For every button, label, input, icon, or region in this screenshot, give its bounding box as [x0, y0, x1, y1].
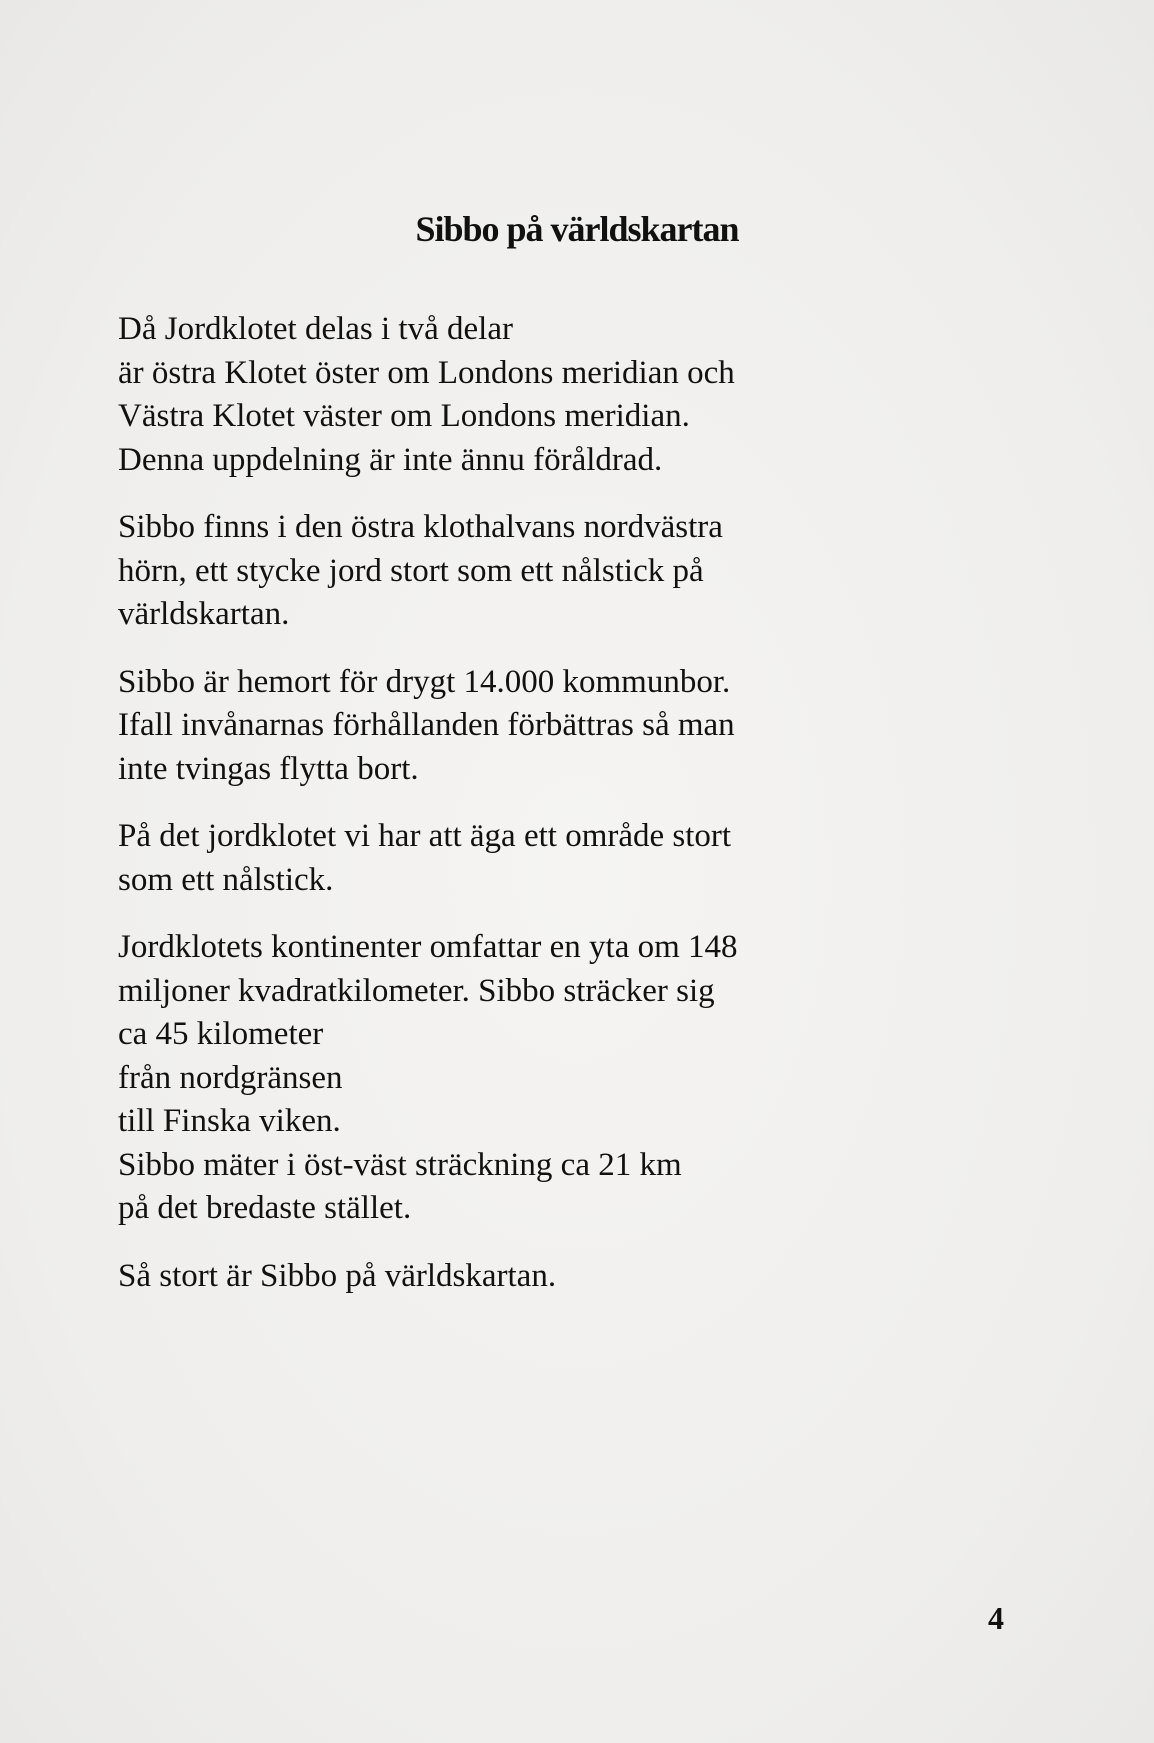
- poem-line: Denna uppdelning är inte ännu föråldrad.: [118, 441, 663, 478]
- poem-line: Sibbo finns i den östra klothalvans nordvästra: [118, 509, 723, 545]
- stanza-2: [118, 506, 1018, 637]
- poem-line: Sibbo mäter i öst-väst sträckning ca 21 km: [118, 1146, 682, 1183]
- poem-line: Då Jordklotet delas i två delar: [118, 311, 513, 347]
- page-number: 4: [988, 1600, 1004, 1636]
- poem-line: På det jordklotet vi har att äga ett område stort: [118, 818, 732, 854]
- poem-line: inte tvingas flytta bort.: [118, 750, 419, 787]
- poem-line: Ifall invånarnas förhållanden förbättras så man: [118, 707, 735, 743]
- poem-line: från nordgränsen: [118, 1059, 343, 1096]
- poem-line: till Finska viken.: [118, 1103, 341, 1139]
- poem-line: som ett nålstick.: [118, 861, 334, 898]
- poem-line: världskartan.: [118, 596, 290, 632]
- poem-line: Jordklotets kontinenter omfattar en yta om 148: [118, 929, 738, 965]
- poem-line: Sibbo är hemort för drygt 14.000 kommunbor.: [118, 663, 731, 700]
- poem-line: hörn, ett stycke jord stort som ett nålstick på: [118, 552, 704, 589]
- stanza-6: [118, 1255, 1018, 1299]
- stanza-5: [118, 926, 1018, 1231]
- poem-line: är östra Klotet öster om Londons meridian och: [118, 354, 735, 391]
- poem-line: ca 45 kilometer: [118, 1016, 324, 1052]
- poem-title: Sibbo på världskartan: [415, 209, 739, 249]
- poem-line: Västra Klotet väster om Londons meridian.: [118, 398, 690, 434]
- poem-line: på det bredaste stället.: [118, 1190, 412, 1226]
- poem-line: miljoner kvadratkilometer. Sibbo sträcker sig: [118, 972, 715, 1009]
- stanza-3: [118, 661, 1018, 792]
- stanza-4: [118, 815, 1018, 902]
- poem-body: [118, 308, 1018, 1322]
- stanza-1: [118, 308, 1018, 482]
- poem-line: Så stort är Sibbo på världskartan.: [118, 1257, 557, 1294]
